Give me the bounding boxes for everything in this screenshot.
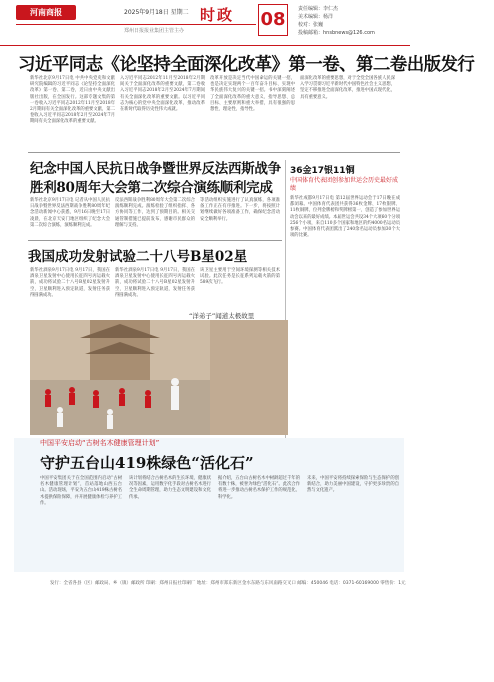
news-photo xyxy=(30,320,210,435)
editor-line: 投稿邮箱：hnsbnews@126.com xyxy=(298,30,375,36)
article-column: 等活动组织实施进行了认真演练，各项准备工作正在有序推进。下一步，将按照计划继续做好各项准备工作，确保纪念活动安全顺利举行。 xyxy=(200,198,280,222)
editor-line: 美术编辑：杨洋 xyxy=(298,14,334,20)
page-footer: 发行：全省各县（区）邮政局、乡（镇）邮政所 印刷：郑州日报社印刷厂 地址：郑州市郑东新区金水东路与东风南路交叉口 邮编：450046 电话：0371-60169000 零售价：1元 xyxy=(50,581,406,586)
section-name: 时政 xyxy=(200,6,235,24)
feature-kicker: 中国平安启动“古树名木健康管理计划” xyxy=(40,439,160,447)
article-column: 该计划将结合古树名木的生长环境、健康状况等因素，运用数字化手段对古树名木进行全生命周期管理，助力生态文明建设和文化传承。 xyxy=(129,476,211,500)
article-column: 新华社北京9月17日电 中共中央党史和文献研究院编辑的习近平同志《论坚持全面深化改革》第一卷、第二卷，近日由中央文献出版社出版，在全国发行。这部专题文集的第一卷收入习近平同志2012年11月至2018年2月期间有关全面深化改革的重要文献，第二卷收入习近平同志2018年2月至2024年7月期间有关全面深化改革的重要文献。 xyxy=(30,76,115,125)
article-column: 改革开放是决定当代中国命运的关键一招，也是决定实现两个一百年奋斗目标、实现中华民族伟大复兴的关键一招。书中深刻阐述了全面深化改革的重大意义、指导思想、总目标、主要原则和重大举措，具有很强的思想性、理论性、指导性。 xyxy=(210,76,295,113)
article-column: 中国平安集团关于在全国范围内启动“古树名木健康管理计划”，首站落地山西五台山。活动现场，平安为五台山419株古树名木提供保险保障，并开展健康体检与养护工作。 xyxy=(40,476,122,506)
masthead-divider xyxy=(16,24,256,25)
sidebar-headline: 36金17银11铜 xyxy=(290,166,355,176)
section-divider xyxy=(28,240,282,241)
feature-headline: 守护五台山419株绿色“活化石” xyxy=(40,454,254,472)
page-number: 08 xyxy=(258,4,288,36)
article-column: 面深化改革的重要思想，对于全党全国各族人民深入学习贯彻习近平新时代中国特色社会主义思想，坚定不移推进全面深化改革，推进中国式现代化，具有重要意义。 xyxy=(300,76,395,100)
section-divider xyxy=(28,152,400,153)
sidebar-subheadline: 中国体育代表团创参加世运会历史最好成绩 xyxy=(290,177,399,192)
article-column: 新华社酒泉9月17日电 9月17日，我国在酒泉卫星发射中心使用长征四号丙运载火箭，成功将试验二十八号B星02星发射升空，卫星顺利进入预定轨道，发射任务获得圆满成功。 xyxy=(30,268,110,298)
article-column: 未来，中国平安将持续探索保险与生态保护的创新结合，助力美丽中国建设，守护更多珍贵的自然与文化遗产。 xyxy=(307,476,399,494)
satellite-headline: 我国成功发射试验二十八号B星02星 xyxy=(28,249,248,265)
newspaper-logo: 河南商报 xyxy=(16,5,76,20)
article-column: 据介绍，五台山古树名木中树龄超过千年的有数十株，被誉为绿色“活化石”。此次合作将进一步推动古树名木保护工作的规范化、科学化。 xyxy=(218,476,300,500)
issue-date: 2025年9月18日 星期二 xyxy=(124,9,189,16)
article-column: 反法西斯战争胜利80周年大会第二次综合演练顺利完成。演练检验了组织指挥、各方协同等工作，达到了预期目的。相关交通管制措施已提前发布，感谢市民群众的理解与支持。 xyxy=(115,198,195,228)
photo-caption: 近日，来自外国的太极拳爱好者在河南温县陈家沟学习练习太极拳。近年来，温县依托太极拳发源地优势，吸引大批外国太极拳爱好者前来学习交流，体验中国传统文化魅力。新华社发 xyxy=(422,644,491,681)
sidebar-body: 新华社成都9月17日电 第12届世界运动会于17日晚在成都闭幕。中国体育代表团共获得36枚金牌、17枚银牌、11枚铜牌，位列金牌榜和奖牌榜第一，创造了参加世界运动会以来的最好成绩。本届世运会共设34个大项60个分项256个小项，来自110多个国家和地区的约4000名运动员参赛。中国体育代表团派出了240余名运动员参加30个大项的比赛。 xyxy=(290,196,400,239)
masthead-subline: 郑州日报报业集团主管主办 xyxy=(124,28,185,34)
article-column: 新华社酒泉9月17日电 9月17日，我国在酒泉卫星发射中心使用长征四号丙运载火箭，成功将试验二十八号B星02星发射升空，卫星顺利进入预定轨道，发射任务获得圆满成功。 xyxy=(115,268,195,298)
masthead xyxy=(0,0,410,46)
headline-line: 纪念中国人民抗日战争暨世界反法西斯战争 xyxy=(30,161,281,177)
lead-headline: 习近平同志《论坚持全面深化改革》第一卷、第二卷出版发行 xyxy=(18,55,475,75)
tai-chi-photo xyxy=(30,320,210,435)
photo-title: “洋弟子”闻道太极故里 xyxy=(186,311,257,320)
editor-line: 校对：张巍 xyxy=(298,22,324,28)
headline-line: 胜利80周年大会第二次综合演练顺利完成 xyxy=(30,180,273,196)
article-column: 该卫星主要用于空间环境探测等相关技术试验。此次任务是长征系列运载火箭的第589次飞行。 xyxy=(200,268,280,286)
article-column: 新华社北京9月17日电 记者从中国人民抗日战争暨世界反法西斯战争胜利80周年纪念活动新闻中心获悉，9月16日晚至17日凌晨，在北京天安门地区组织了纪念大会第二次综合演练，演练顺利完成。 xyxy=(30,198,110,228)
article-column: 入习近平同志2012年11月至2018年2月期间关于全面深化改革的重要文献，第二卷收入习近平同志2018年2月至2024年7月期间有关全面深化改革的重要文献。以习近平同志为核心的党中央全面深化改革，推动改革在新时代取得历史性伟大成就。 xyxy=(120,76,205,113)
editor-line: 责任编辑：李仁杰 xyxy=(298,6,339,12)
